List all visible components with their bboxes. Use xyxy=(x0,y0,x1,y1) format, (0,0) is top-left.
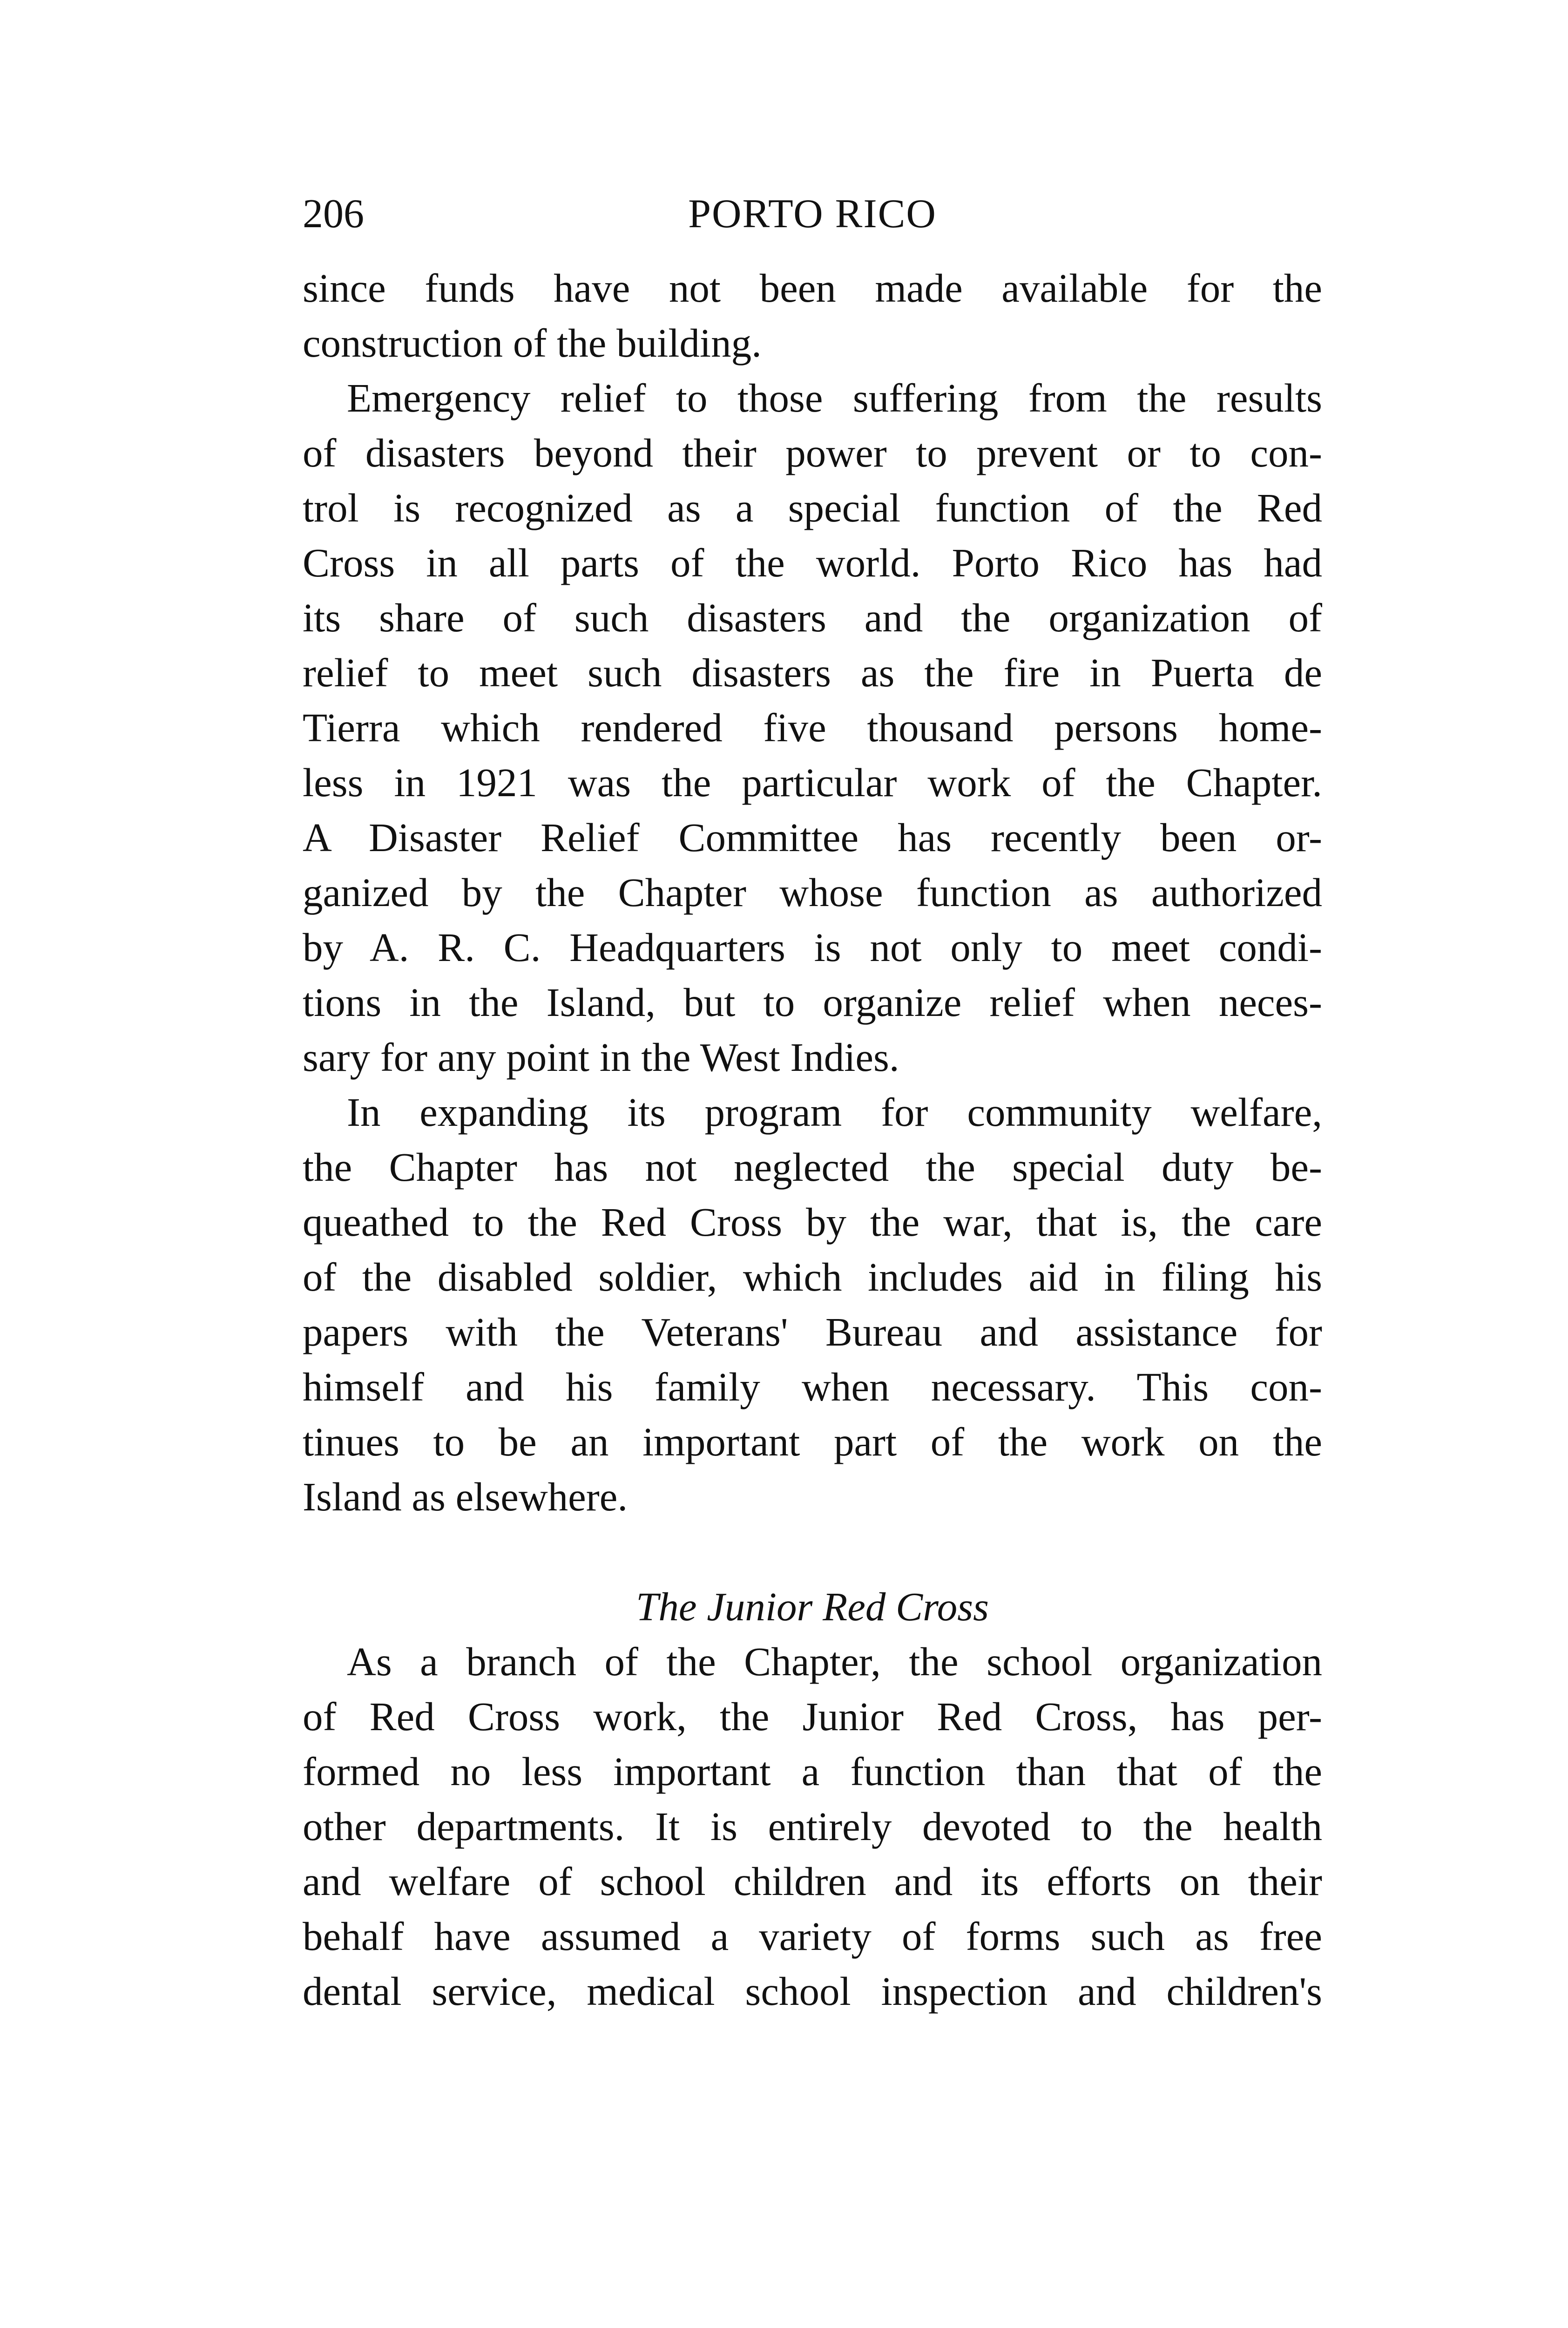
text-line: Island as elsewhere. xyxy=(303,1474,628,1519)
text-line: by A. R. C. Headquarters is not only to meet condi- xyxy=(303,925,1322,970)
text-line: sary for any point in the West Indies. xyxy=(303,1035,899,1080)
paragraph-3 xyxy=(303,1085,1322,1524)
text-line: tinues to be an important part of the work on the xyxy=(303,1419,1322,1464)
text-line: less in 1921 was the particular work of the Chapter. xyxy=(303,760,1322,805)
text-line: himself and his family when necessary. This con- xyxy=(303,1364,1322,1409)
text-line: other departments. It is entirely devoted to the health xyxy=(303,1804,1322,1849)
text-line: construction of the building. xyxy=(303,320,762,365)
text-line: ganized by the Chapter whose function as authorized xyxy=(303,870,1322,915)
text-line: As a branch of the Chapter, the school organization xyxy=(347,1639,1322,1684)
text-line: of Red Cross work, the Junior Red Cross, has per- xyxy=(303,1694,1322,1739)
text-line: Tierra which rendered five thousand persons home- xyxy=(303,705,1322,750)
paragraph-2 xyxy=(303,371,1322,1085)
text-line: and welfare of school children and its efforts on their xyxy=(303,1859,1322,1904)
text-line: the Chapter has not neglected the special duty be- xyxy=(303,1144,1322,1190)
text-line: its share of such disasters and the organization of xyxy=(303,595,1322,640)
page-number: 206 xyxy=(303,191,364,237)
text-line: formed no less important a function than that of the xyxy=(303,1749,1322,1794)
paragraph-1 xyxy=(303,261,1322,371)
text-line: since funds have not been made available for the xyxy=(303,265,1322,311)
text-line: papers with the Veterans' Bureau and assistance for xyxy=(303,1309,1322,1354)
text-line: tions in the Island, but to organize relief when neces- xyxy=(303,980,1322,1025)
running-head xyxy=(303,186,1322,242)
section-heading: The Junior Red Cross xyxy=(635,1584,989,1629)
text-line: queathed to the Red Cross by the war, that is, the care xyxy=(303,1199,1322,1245)
text-line: A Disaster Relief Committee has recently been or- xyxy=(303,815,1322,860)
text-line: dental service, medical school inspection and children's xyxy=(303,1969,1322,2014)
text-line: In expanding its program for community welfare, xyxy=(347,1090,1322,1135)
text-line: of the disabled soldier, which includes aid in filing his xyxy=(303,1254,1322,1299)
text-line: behalf have assumed a variety of forms such as free xyxy=(303,1914,1322,1959)
text-line: relief to meet such disasters as the fire in Puerta de xyxy=(303,650,1322,695)
paragraph-4 xyxy=(303,1634,1322,2019)
text-line: trol is recognized as a special function of the Red xyxy=(303,485,1322,530)
running-title: PORTO RICO xyxy=(688,191,937,237)
text-line: Emergency relief to those suffering from the results xyxy=(347,375,1322,420)
text-line: of disasters beyond their power to prevent or to con- xyxy=(303,430,1322,475)
text-line: Cross in all parts of the world. Porto Rico has had xyxy=(303,540,1322,585)
body-text xyxy=(303,261,1322,2019)
